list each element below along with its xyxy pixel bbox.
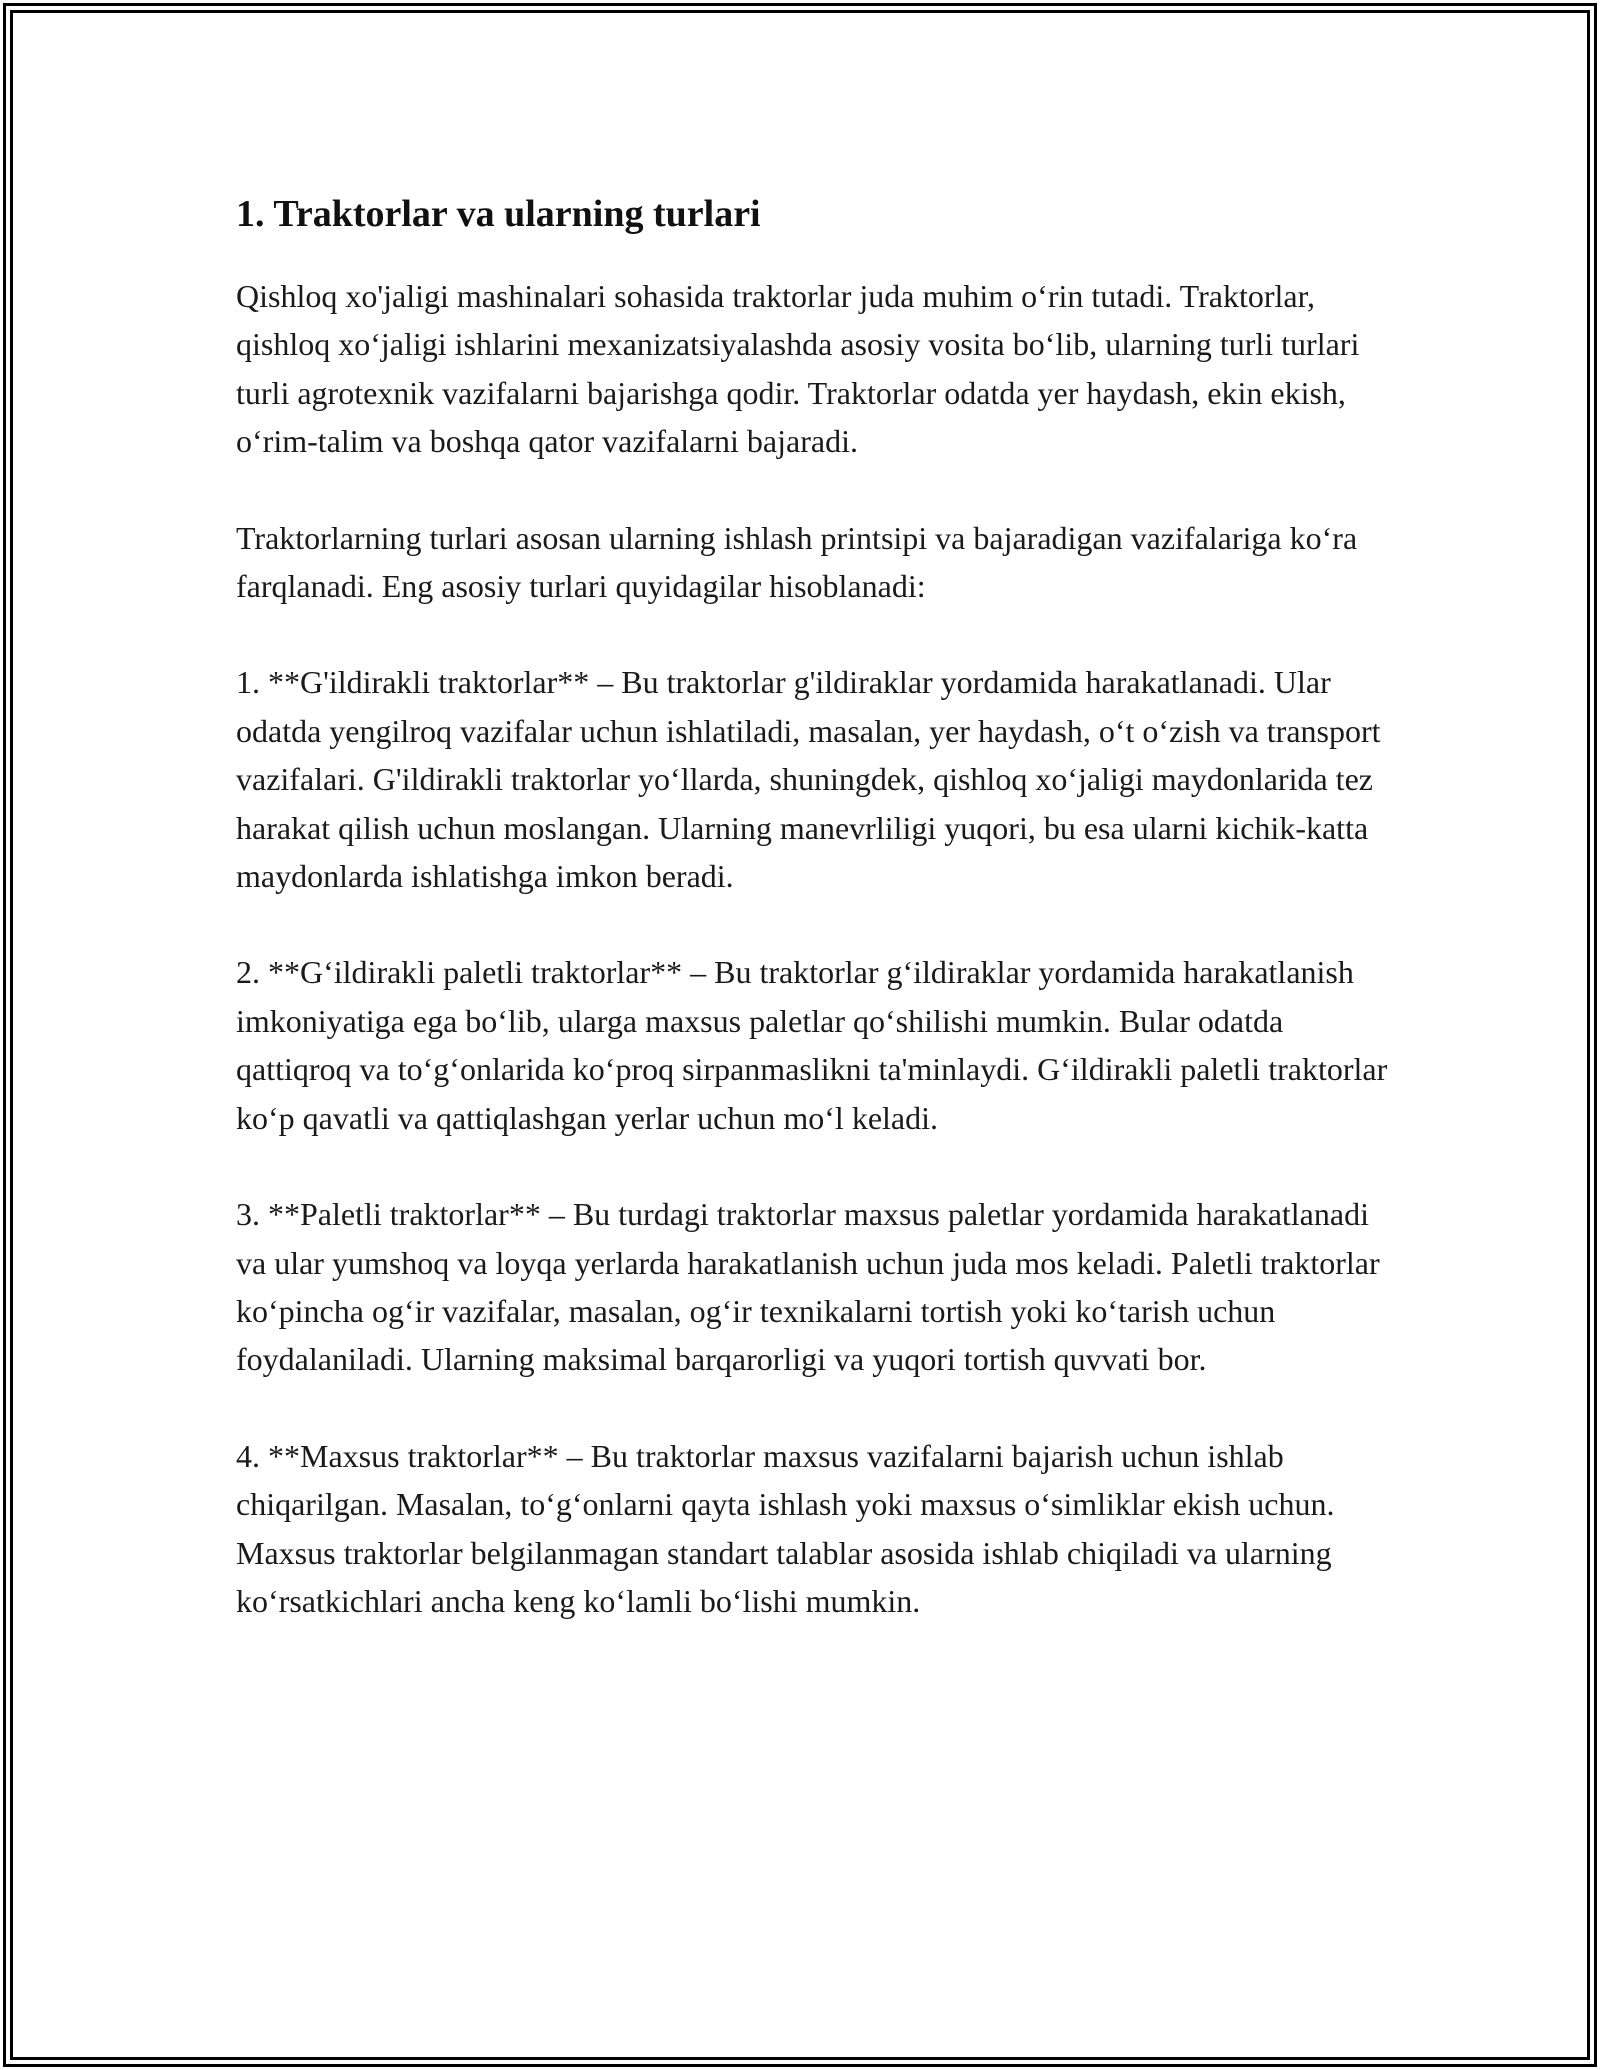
paragraph-intro: Qishloq xo'jaligi mashinalari sohasida traktorlar juda muhim oʻrin tutadi. Traktorlar, qishloq xoʻjaligi ishlarini mexanizatsiyalashda asosiy vosita boʻlib, ularning turli turlari turli agrotexnik vazifalarni bajarishga qodir. Traktorlar odatda yer haydash, ekin ekish, oʻrim-talim va boshqa qator vazifalarni bajaradi. [236, 278, 1360, 460]
section-heading: 1. Traktorlar va ularning turlari [236, 193, 761, 235]
paragraph-special-tractors: 4. **Maxsus traktorlar** – Bu traktorlar maxsus vazifalarni bajarish uchun ishlab chiqarilgan. Masalan, toʻgʻonlarni qayta ishlash yoki maxsus oʻsimliklar ekish uchun. Maxsus traktorlar belgilanmagan standart talablar asosida ishlab chiqiladi va ularning koʻrsatkichlari ancha keng koʻlamli boʻlishi mumkin. [236, 1437, 1335, 1619]
document-body [236, 184, 1396, 1625]
paragraph-tracked-tractors: 3. **Paletli traktorlar** – Bu turdagi traktorlar maxsus paletlar yordamida harakatlanadi va ular yumshoq va loyqa yerlarda harakatlanish uchun juda mos keladi. Paletli traktorlar koʻpincha ogʻir vazifalar, masalan, ogʻir texnikalarni tortish yoki koʻtarish uchun foydalaniladi. Ularning maksimal barqarorligi va yuqori tortish quvvati bor. [236, 1196, 1380, 1378]
paragraph-wheeled-tractors: 1. **G'ildirakli traktorlar** – Bu traktorlar g'ildiraklar yordamida harakatlanadi. Ular odatda yengilroq vazifalar uchun ishlatiladi, masalan, yer haydash, oʻt oʻzish va transport vazifalari. G'ildirakli traktorlar yoʻllarda, shuningdek, qishloq xoʻjaligi maydonlarida tez harakat qilish uchun moslangan. Ularning manevrliligi yuqori, bu esa ularni kichik-katta maydonlarda ishlatishga imkon beradi. [236, 664, 1381, 895]
paragraph-types-overview: Traktorlarning turlari asosan ularning ishlash printsipi va bajaradigan vazifalariga koʻra farqlanadi. Eng asosiy turlari quyidagilar hisoblanadi: [236, 519, 1358, 605]
paragraph-wheeled-tracked-tractors: 2. **Gʻildirakli paletli traktorlar** – Bu traktorlar gʻildiraklar yordamida harakatlanish imkoniyatiga ega boʻlib, ularga maxsus paletlar qoʻshilishi mumkin. Bular odatda qattiqroq va toʻgʻonlarida koʻproq sirpanmaslikni ta'minlaydi. Gʻildirakli paletli traktorlar koʻp qavatli va qattiqlashgan yerlar uchun moʻl keladi. [236, 954, 1388, 1136]
